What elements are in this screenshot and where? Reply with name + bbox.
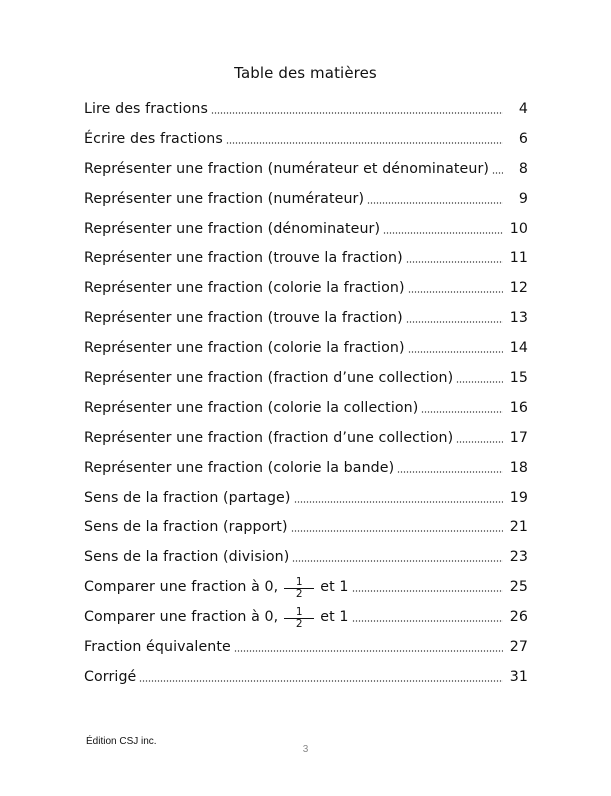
toc-entry-page: 18 xyxy=(509,459,528,476)
toc-entry[interactable] xyxy=(84,393,528,423)
toc-entry[interactable] xyxy=(84,273,528,303)
fraction-denominator: 2 xyxy=(295,587,303,600)
toc-entry-page: 14 xyxy=(509,340,528,357)
dot-leader xyxy=(397,470,503,474)
compare-prefix: Comparer une fraction à 0, xyxy=(84,609,279,626)
toc-entry-label: Sens de la fraction (partage) xyxy=(84,489,291,506)
dot-leader xyxy=(211,111,503,115)
table-of-contents xyxy=(84,94,528,692)
toc-entry-page: 27 xyxy=(509,638,528,655)
toc-entry-page: 19 xyxy=(509,489,528,506)
toc-entry-compare[interactable] xyxy=(84,602,528,632)
dot-leader xyxy=(406,260,503,264)
dot-leader xyxy=(292,559,503,563)
toc-entry-page: 23 xyxy=(509,549,528,566)
toc-entry-label: Représenter une fraction (dénominateur) xyxy=(84,220,381,237)
dot-leader xyxy=(234,649,503,653)
compare-prefix: Comparer une fraction à 0, xyxy=(84,579,279,596)
toc-entry-label: Représenter une fraction (trouve la fraction) xyxy=(84,310,403,327)
toc-entry[interactable] xyxy=(84,303,528,333)
compare-suffix: et 1 xyxy=(320,609,349,626)
toc-entry[interactable] xyxy=(84,453,528,483)
fraction-numerator: 1 xyxy=(295,605,303,618)
compare-suffix: et 1 xyxy=(320,579,349,596)
dot-leader xyxy=(352,619,503,623)
dot-leader xyxy=(406,320,503,324)
toc-entry[interactable] xyxy=(84,333,528,363)
toc-entry[interactable] xyxy=(84,184,528,214)
toc-entry[interactable] xyxy=(84,662,528,692)
toc-entry[interactable] xyxy=(84,483,528,513)
toc-entry-page: 4 xyxy=(518,100,528,117)
dot-leader xyxy=(456,380,503,384)
dot-leader xyxy=(294,500,503,504)
toc-entry-label: Sens de la fraction (division) xyxy=(84,549,290,566)
toc-entry[interactable] xyxy=(84,512,528,542)
toc-entry-label: Corrigé xyxy=(84,668,137,685)
toc-entry-page: 25 xyxy=(509,579,528,596)
toc-entry-label: Représenter une fraction (trouve la fraction) xyxy=(84,250,403,267)
fraction-one-half xyxy=(284,607,314,630)
toc-entry-label: Représenter une fraction (colorie la collection) xyxy=(84,399,419,416)
toc-entry-page: 21 xyxy=(509,519,528,536)
toc-entry-label: Représenter une fraction (numérateur et dénominateur) xyxy=(84,160,490,177)
dot-leader xyxy=(226,141,503,145)
toc-entry[interactable] xyxy=(84,94,528,124)
fraction-one-half xyxy=(284,577,314,600)
toc-entry-page: 13 xyxy=(509,310,528,327)
toc-entry-compare[interactable] xyxy=(84,572,528,602)
toc-entry-label: Sens de la fraction (rapport) xyxy=(84,519,288,536)
dot-leader xyxy=(421,410,503,414)
toc-entry-label xyxy=(84,576,349,599)
toc-entry-label: Lire des fractions xyxy=(84,100,208,117)
page-number: 3 xyxy=(302,744,309,755)
dot-leader xyxy=(408,350,503,354)
toc-entry-page: 10 xyxy=(509,220,528,237)
toc-entry-label xyxy=(84,606,349,629)
toc-entry-page: 8 xyxy=(518,160,528,177)
toc-entry-label: Représenter une fraction (fraction d’une collection) xyxy=(84,369,454,386)
dot-leader xyxy=(352,589,503,593)
page-title: Table des matières xyxy=(234,64,377,82)
dot-leader xyxy=(492,171,503,175)
toc-entry-page: 17 xyxy=(509,429,528,446)
toc-entry[interactable] xyxy=(84,632,528,662)
toc-entry[interactable] xyxy=(84,243,528,273)
toc-entry-label: Représenter une fraction (colorie la bande) xyxy=(84,459,395,476)
publisher-footer: Édition CSJ inc. xyxy=(86,736,157,747)
dot-leader xyxy=(139,679,503,683)
dot-leader xyxy=(291,529,503,533)
dot-leader xyxy=(456,440,503,444)
toc-entry[interactable] xyxy=(84,214,528,244)
fraction-numerator: 1 xyxy=(295,575,303,588)
toc-entry[interactable] xyxy=(84,423,528,453)
toc-entry-page: 11 xyxy=(509,250,528,267)
toc-entry-label: Écrire des fractions xyxy=(84,130,223,147)
toc-entry-page: 12 xyxy=(509,280,528,297)
toc-entry[interactable] xyxy=(84,154,528,184)
toc-entry-page: 15 xyxy=(509,369,528,386)
toc-entry-label: Fraction équivalente xyxy=(84,638,231,655)
toc-entry-page: 31 xyxy=(509,668,528,685)
dot-leader xyxy=(408,290,503,294)
toc-entry-label: Représenter une fraction (fraction d’une collection) xyxy=(84,429,454,446)
toc-entry-page: 6 xyxy=(518,130,528,147)
toc-entry-page: 9 xyxy=(518,190,528,207)
toc-entry[interactable] xyxy=(84,363,528,393)
toc-entry-label: Représenter une fraction (colorie la fraction) xyxy=(84,340,405,357)
toc-entry[interactable] xyxy=(84,542,528,572)
toc-entry-label: Représenter une fraction (numérateur) xyxy=(84,190,365,207)
toc-entry[interactable] xyxy=(84,124,528,154)
toc-entry-page: 26 xyxy=(509,609,528,626)
fraction-denominator: 2 xyxy=(295,617,303,630)
dot-leader xyxy=(367,201,503,205)
dot-leader xyxy=(383,231,503,235)
toc-entry-page: 16 xyxy=(509,399,528,416)
toc-entry-label: Représenter une fraction (colorie la fraction) xyxy=(84,280,405,297)
